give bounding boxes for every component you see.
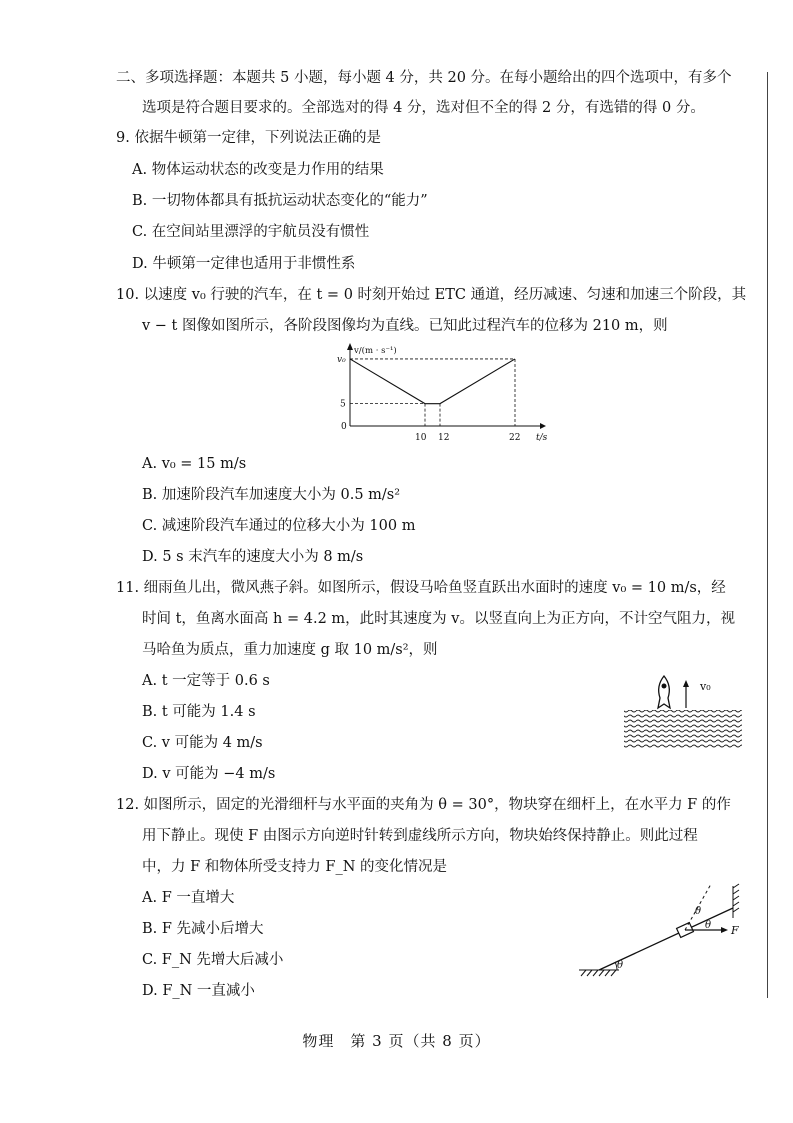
q11-stem-line1: 11. 细雨鱼儿出，微风燕子斜。如图所示，假设马哈鱼竖直跃出水面时的速度 v₀ = 10 m/s，经 bbox=[116, 580, 726, 596]
q11-option-b: B. t 可能为 1.4 s bbox=[142, 704, 256, 720]
fish-velocity-label: v₀ bbox=[700, 680, 711, 693]
q12-stem-line1: 12. 如图所示，固定的光滑细杆与水平面的夹角为 θ = 30°，物块穿在细杆上，在水平力 F 的作 bbox=[116, 797, 731, 813]
x-axis-arrow bbox=[540, 423, 546, 429]
q9-stem: 9. 依据牛顿第一定律，下列说法正确的是 bbox=[116, 130, 381, 146]
q11-stem-line2: 时间 t，鱼离水面高 h = 4.2 m，此时其速度为 v。以竖直向上为正方向，不计空气阻力，视 bbox=[142, 611, 735, 627]
fish-jump-figure bbox=[620, 668, 745, 750]
page-footer: 物理 第 3 页（共 8 页） bbox=[302, 1032, 491, 1050]
q11-option-d: D. v 可能为 −4 m/s bbox=[142, 766, 276, 782]
fish-icon bbox=[658, 676, 670, 708]
force-angle-label: θ bbox=[705, 920, 712, 931]
q10-stem-line2: v − t 图像如图所示，各阶段图像均为直线。已知此过程汽车的位移为 210 m，则 bbox=[142, 318, 668, 334]
q11-option-c: C. v 可能为 4 m/s bbox=[142, 735, 263, 751]
vt-graph bbox=[322, 340, 552, 444]
x-axis-label: t/s bbox=[536, 433, 548, 443]
q10-option-c: C. 减速阶段汽车通过的位移大小为 100 m bbox=[142, 518, 416, 534]
water-surface bbox=[624, 710, 742, 748]
section-header-line2: 选项是符合题目要求的。全部选对的得 4 分，选对但不全的得 2 分，有选错的得 0 分。 bbox=[142, 100, 705, 116]
rod-angle-label: θ bbox=[617, 960, 624, 971]
q11-stem-line3: 马哈鱼为质点，重力加速度 g 取 10 m/s²，则 bbox=[142, 642, 438, 658]
q12-stem-line3: 中，力 F 和物体所受支持力 F_N 的变化情况是 bbox=[142, 859, 447, 875]
y-axis-arrow bbox=[347, 343, 353, 350]
force-label: F bbox=[731, 924, 739, 937]
q10-stem-line1: 10. 以速度 v₀ 行驶的汽车，在 t = 0 时刻开始过 ETC 通道，经历减速、匀速和加速三个阶段，其 bbox=[116, 287, 747, 303]
q9-option-b: B. 一切物体都具有抵抗运动状态变化的“能力” bbox=[132, 193, 428, 209]
y-tick-label-v0: v₀ bbox=[337, 354, 346, 365]
ground-hatch bbox=[579, 970, 619, 976]
q12-stem-line2: 用下静止。现使 F 由图示方向逆时针转到虚线所示方向，物块始终保持静止。则此过程 bbox=[142, 828, 698, 844]
wall-hatch bbox=[733, 884, 739, 918]
q12-option-a: A. F 一直增大 bbox=[142, 890, 235, 906]
y-axis-label: v/(m · s⁻¹) bbox=[354, 346, 397, 356]
origin-label: 0 bbox=[341, 422, 347, 432]
section-header-line1: 二、多项选择题：本题共 5 小题，每小题 4 分，共 20 分。在每小题给出的四个选项中，有多个 bbox=[116, 70, 732, 86]
q12-option-d: D. F_N 一直减小 bbox=[142, 983, 255, 999]
incline-rod-figure bbox=[575, 880, 745, 980]
q9-option-d: D. 牛顿第一定律也适用于非惯性系 bbox=[132, 256, 356, 272]
q10-option-a: A. v₀ = 15 m/s bbox=[142, 456, 247, 472]
q10-option-d: D. 5 s 末汽车的速度大小为 8 m/s bbox=[142, 549, 364, 565]
x-tick-label-10: 10 bbox=[415, 433, 427, 443]
q10-option-b: B. 加速阶段汽车加速度大小为 0.5 m/s² bbox=[142, 487, 401, 503]
series-line bbox=[350, 359, 515, 404]
q9-option-c: C. 在空间站里漂浮的宇航员没有惯性 bbox=[132, 224, 370, 240]
right-margin-rule bbox=[767, 72, 768, 998]
y-tick-label-5: 5 bbox=[340, 399, 346, 410]
q11-option-a: A. t 一定等于 0.6 s bbox=[142, 673, 270, 689]
x-tick-label-22: 22 bbox=[509, 433, 521, 443]
q9-option-a: A. 物体运动状态的改变是力作用的结果 bbox=[132, 162, 384, 178]
x-tick-label-12: 12 bbox=[438, 433, 450, 443]
dashed-angle-label: θ bbox=[695, 906, 702, 917]
q12-option-b: B. F 先减小后增大 bbox=[142, 921, 264, 937]
q12-option-c: C. F_N 先增大后减小 bbox=[142, 952, 284, 968]
